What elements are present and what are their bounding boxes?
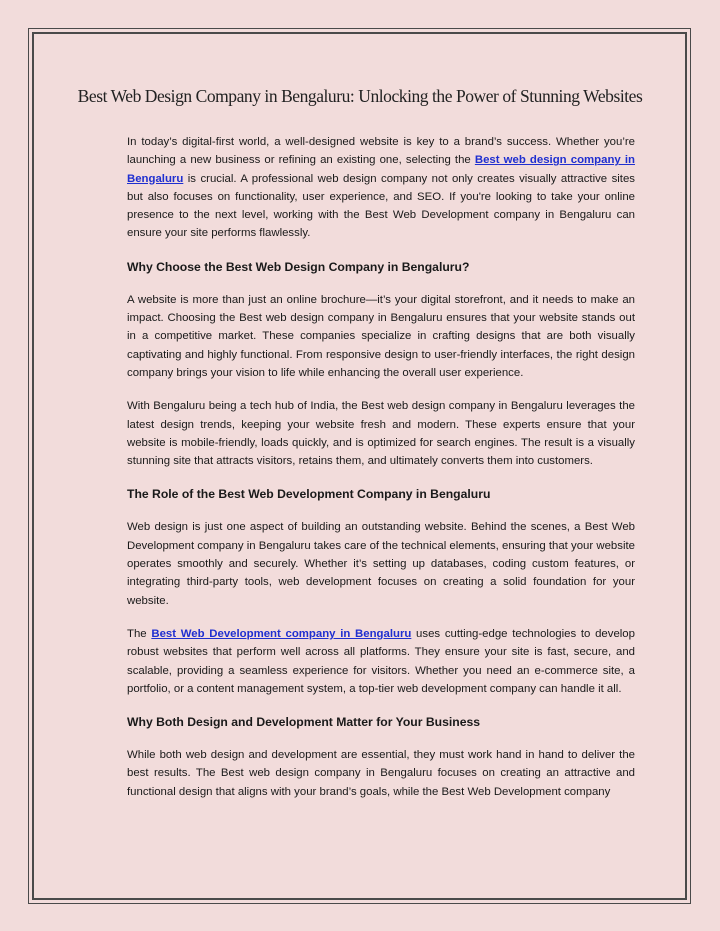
document-body <box>127 133 635 816</box>
web-development-company-link[interactable]: Best Web Development company in Bengaluru <box>151 627 412 640</box>
intro-paragraph <box>127 133 635 243</box>
section1-paragraph-1: A website is more than just an online brochure—it’s your digital storefront, and it needs to make an impact. Choosing the Best web design company in Bengaluru ensures that your website stands out in a competitive market. These companies specialize in crafting designs that are both visually captivating and highly functional. From responsive design to user-friendly interfaces, the right design company brings your vision to life while enhancing the overall user experience. <box>127 293 635 379</box>
web-design-company-link[interactable]: Best web design company in Bengaluru <box>127 154 635 185</box>
intro-text-after: is crucial. A professional web design company not only creates visually attractive sites but also focuses on functionality, user experience, and SEO. If you're looking to take your online presence to the next level, working with the Best Web Development company in Bengaluru can ensure your site performs flawlessly. <box>127 172 635 240</box>
document-title: Best Web Design Company in Bengaluru: Unlocking the Power of Stunning Websites <box>77 86 643 106</box>
section1-paragraph-2: With Bengaluru being a tech hub of India, the Best web design company in Bengaluru leverages the latest design trends, keeping your website fresh and modern. These experts ensure that your website is mobile-friendly, loads quickly, and is optimized for search engines. The result is a visually stunning site that attracts visitors, retains them, and ultimately converts them into customers. <box>127 400 635 468</box>
section2-paragraph-1: Web design is just one aspect of building an outstanding website. Behind the scenes, a Best Web Development company in Bengaluru takes care of the technical elements, ensuring that your website operates smoothly and securely. Whether it’s setting up databases, coding custom features, or integrating third-party tools, web development focuses on creating a solid foundation for your website. <box>127 521 635 607</box>
section2-text-after: uses cutting-edge technologies to develop robust websites that perform well across all platforms. They ensure your site is fast, secure, and scalable, providing a seamless experience for visitors. Whether you need an e-commerce site, a portfolio, or a content management system, a top-tier web development company can handle it all. <box>127 627 635 695</box>
section3-heading: Why Both Design and Development Matter for Your Business <box>127 715 481 730</box>
section3-paragraph-1: While both web design and development are essential, they must work hand in hand to deliver the best results. The Best web design company in Bengaluru focuses on creating an attractive and functional design that aligns with your brand’s goals, while the Best Web Development company <box>127 749 635 798</box>
intro-text-before: In today’s digital-first world, a well-designed website is key to a brand’s success. Whether you’re launching a new business or refining an existing one, selecting the <box>127 136 635 167</box>
section2-text-before: The <box>127 627 152 640</box>
section2-paragraph-2 <box>127 625 635 698</box>
section2-heading: The Role of the Best Web Development Company in Bengaluru <box>127 487 491 502</box>
section1-heading: Why Choose the Best Web Design Company in Bengaluru? <box>127 259 470 274</box>
